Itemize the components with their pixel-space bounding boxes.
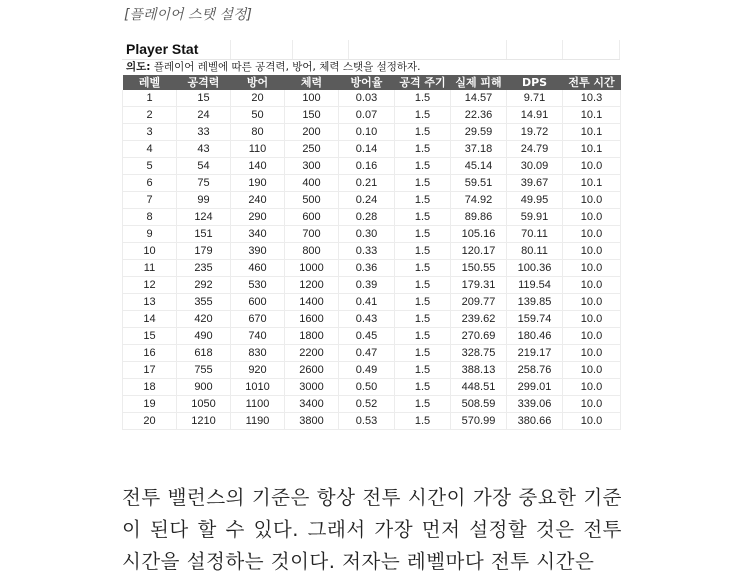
table-cell: 1.5 [395,260,451,277]
table-cell: 10.0 [563,226,621,243]
table-cell: 14 [123,311,177,328]
table-cell: 22.36 [451,107,507,124]
table-cell: 0.45 [339,328,395,345]
table-row [123,362,621,379]
table-body [123,90,621,430]
table-cell: 10.1 [563,107,621,124]
table-row [123,158,621,175]
table-cell: 15 [177,90,231,107]
table-cell: 19.72 [507,124,563,141]
table-cell: 219.17 [507,345,563,362]
column-header: 전투 시간 [563,75,621,90]
table-row [123,141,621,158]
table-cell: 339.06 [507,396,563,413]
table-cell: 1.5 [395,345,451,362]
table-cell: 179.31 [451,277,507,294]
table-cell: 119.54 [507,277,563,294]
table-row [123,379,621,396]
table-cell: 2600 [285,362,339,379]
table-cell: 10.1 [563,124,621,141]
table-cell: 2 [123,107,177,124]
table-cell: 830 [231,345,285,362]
table-cell: 9 [123,226,177,243]
table-cell: 10 [123,243,177,260]
table-cell: 100.36 [507,260,563,277]
intent-text: 플레이어 레벨에 따른 공격력, 방어, 체력 스탯을 설정하자. [150,61,421,73]
player-stat-sheet [122,40,620,430]
table-cell: 0.43 [339,311,395,328]
table-row [123,124,621,141]
table-cell: 250 [285,141,339,158]
table-cell: 24.79 [507,141,563,158]
table-cell: 460 [231,260,285,277]
body-paragraph: 전투 밸런스의 기준은 항상 전투 시간이 가장 중요한 기준이 된다 할 수 있다. 그래서 가장 먼저 설정할 것은 전투 시간을 설정하는 것이다. 저자는 레벨마다 전투 시간은 [122,486,622,573]
table-row [123,294,621,311]
table-cell: 570.99 [451,413,507,430]
table-cell: 10.0 [563,277,621,294]
table-cell: 10.0 [563,311,621,328]
table-cell: 300 [285,158,339,175]
table-cell: 200 [285,124,339,141]
table-cell: 5 [123,158,177,175]
column-header: 레벨 [123,75,177,90]
table-cell: 1.5 [395,175,451,192]
table-cell: 0.49 [339,362,395,379]
table-cell: 1.5 [395,226,451,243]
table-cell: 1.5 [395,158,451,175]
table-cell: 10.0 [563,158,621,175]
table-cell: 1.5 [395,90,451,107]
table-cell: 10.0 [563,396,621,413]
table-cell: 0.47 [339,345,395,362]
table-cell: 37.18 [451,141,507,158]
table-cell: 10.0 [563,294,621,311]
table-cell: 151 [177,226,231,243]
table-cell: 800 [285,243,339,260]
table-row [123,311,621,328]
intent-label: 의도: [126,61,151,73]
table-cell: 105.16 [451,226,507,243]
table-cell: 1050 [177,396,231,413]
sheet-title-text: Player Stat [126,41,199,57]
table-cell: 18 [123,379,177,396]
table-cell: 89.86 [451,209,507,226]
table-cell: 50 [231,107,285,124]
table-cell: 10.0 [563,260,621,277]
table-cell: 45.14 [451,158,507,175]
grid-line [292,40,293,59]
table-cell: 390 [231,243,285,260]
table-cell: 530 [231,277,285,294]
table-cell: 340 [231,226,285,243]
table-cell: 10.3 [563,90,621,107]
table-cell: 110 [231,141,285,158]
table-cell: 355 [177,294,231,311]
table-cell: 150.55 [451,260,507,277]
table-cell: 0.07 [339,107,395,124]
table-cell: 1.5 [395,362,451,379]
table-cell: 4 [123,141,177,158]
table-cell: 10.0 [563,413,621,430]
grid-line [230,40,231,59]
table-cell: 159.74 [507,311,563,328]
table-cell: 80.11 [507,243,563,260]
table-row [123,175,621,192]
table-cell: 8 [123,209,177,226]
table-cell: 1.5 [395,107,451,124]
table-row [123,345,621,362]
table-cell: 120.17 [451,243,507,260]
table-cell: 0.36 [339,260,395,277]
table-row [123,209,621,226]
table-cell: 43 [177,141,231,158]
table-cell: 99 [177,192,231,209]
table-cell: 0.33 [339,243,395,260]
table-cell: 10.0 [563,345,621,362]
table-cell: 7 [123,192,177,209]
table-cell: 3800 [285,413,339,430]
table-cell: 670 [231,311,285,328]
table-cell: 1.5 [395,243,451,260]
table-cell: 239.62 [451,311,507,328]
table-row [123,107,621,124]
table-cell: 124 [177,209,231,226]
table-cell: 3400 [285,396,339,413]
table-cell: 190 [231,175,285,192]
table-cell: 0.10 [339,124,395,141]
table-cell: 235 [177,260,231,277]
table-cell: 1600 [285,311,339,328]
table-cell: 1.5 [395,294,451,311]
table-cell: 1800 [285,328,339,345]
table-cell: 292 [177,277,231,294]
table-cell: 15 [123,328,177,345]
table-cell: 10.1 [563,175,621,192]
table-cell: 500 [285,192,339,209]
table-row [123,226,621,243]
table-cell: 1 [123,90,177,107]
table-cell: 448.51 [451,379,507,396]
table-cell: 700 [285,226,339,243]
table-cell: 180.46 [507,328,563,345]
table-row [123,396,621,413]
table-cell: 299.01 [507,379,563,396]
table-cell: 388.13 [451,362,507,379]
table-cell: 420 [177,311,231,328]
table-cell: 80 [231,124,285,141]
grid-line [506,40,507,59]
column-header: 공격 주기 [395,75,451,90]
table-row [123,413,621,430]
table-cell: 1.5 [395,396,451,413]
table-cell: 209.77 [451,294,507,311]
table-cell: 0.39 [339,277,395,294]
table-cell: 0.21 [339,175,395,192]
table-cell: 1100 [231,396,285,413]
table-cell: 380.66 [507,413,563,430]
table-cell: 10.0 [563,328,621,345]
table-row [123,243,621,260]
column-header: 방어 [231,75,285,90]
table-cell: 54 [177,158,231,175]
sheet-intent [122,60,620,75]
table-cell: 290 [231,209,285,226]
table-cell: 30.09 [507,158,563,175]
table-cell: 1.5 [395,141,451,158]
table-cell: 240 [231,192,285,209]
table-cell: 1000 [285,260,339,277]
table-cell: 1200 [285,277,339,294]
table-cell: 1.5 [395,277,451,294]
table-cell: 13 [123,294,177,311]
table-cell: 70.11 [507,226,563,243]
table-cell: 1.5 [395,413,451,430]
table-cell: 10.0 [563,362,621,379]
grid-line [619,40,620,59]
table-row [123,90,621,107]
column-header: 체력 [285,75,339,90]
table-cell: 508.59 [451,396,507,413]
column-header: DPS [507,75,563,90]
table-cell: 3 [123,124,177,141]
table-cell: 0.30 [339,226,395,243]
table-cell: 600 [231,294,285,311]
table-cell: 12 [123,277,177,294]
table-cell: 10.0 [563,243,621,260]
table-cell: 74.92 [451,192,507,209]
table-cell: 139.85 [507,294,563,311]
table-cell: 179 [177,243,231,260]
table-cell: 16 [123,345,177,362]
table-cell: 0.16 [339,158,395,175]
table-cell: 920 [231,362,285,379]
table-cell: 33 [177,124,231,141]
table-cell: 11 [123,260,177,277]
table-cell: 14.57 [451,90,507,107]
table-cell: 75 [177,175,231,192]
table-cell: 20 [231,90,285,107]
table-cell: 140 [231,158,285,175]
table-cell: 10.0 [563,379,621,396]
table-cell: 1.5 [395,311,451,328]
table-cell: 740 [231,328,285,345]
table-cell: 600 [285,209,339,226]
table-cell: 900 [177,379,231,396]
table-cell: 59.91 [507,209,563,226]
table-cell: 0.41 [339,294,395,311]
grid-line [562,40,563,59]
stat-table [122,75,621,430]
table-cell: 9.71 [507,90,563,107]
table-cell: 14.91 [507,107,563,124]
table-cell: 1.5 [395,192,451,209]
table-cell: 39.67 [507,175,563,192]
table-cell: 270.69 [451,328,507,345]
table-cell: 10.1 [563,141,621,158]
table-cell: 10.0 [563,192,621,209]
table-cell: 1.5 [395,328,451,345]
table-cell: 59.51 [451,175,507,192]
table-cell: 1400 [285,294,339,311]
table-cell: 0.52 [339,396,395,413]
table-cell: 49.95 [507,192,563,209]
table-cell: 0.28 [339,209,395,226]
table-cell: 328.75 [451,345,507,362]
table-cell: 1210 [177,413,231,430]
table-cell: 1.5 [395,209,451,226]
table-cell: 1.5 [395,379,451,396]
table-cell: 10.0 [563,209,621,226]
table-cell: 400 [285,175,339,192]
table-cell: 490 [177,328,231,345]
table-cell: 0.24 [339,192,395,209]
column-header: 방어율 [339,75,395,90]
table-cell: 0.03 [339,90,395,107]
table-row [123,277,621,294]
table-cell: 1190 [231,413,285,430]
table-cell: 150 [285,107,339,124]
figure-caption: [플레이어 스탯 설정] [124,7,253,23]
column-header: 실제 피해 [451,75,507,90]
column-header: 공격력 [177,75,231,90]
table-cell: 0.50 [339,379,395,396]
table-cell: 17 [123,362,177,379]
table-row [123,260,621,277]
table-cell: 2200 [285,345,339,362]
grid-line [348,40,349,59]
table-cell: 1010 [231,379,285,396]
table-header-row [123,75,621,90]
sheet-title [122,40,620,60]
table-cell: 0.14 [339,141,395,158]
table-cell: 100 [285,90,339,107]
table-cell: 6 [123,175,177,192]
table-cell: 0.53 [339,413,395,430]
table-cell: 3000 [285,379,339,396]
table-cell: 258.76 [507,362,563,379]
table-row [123,192,621,209]
table-cell: 24 [177,107,231,124]
table-cell: 755 [177,362,231,379]
table-cell: 618 [177,345,231,362]
table-cell: 29.59 [451,124,507,141]
table-cell: 20 [123,413,177,430]
table-cell: 19 [123,396,177,413]
table-cell: 1.5 [395,124,451,141]
table-row [123,328,621,345]
